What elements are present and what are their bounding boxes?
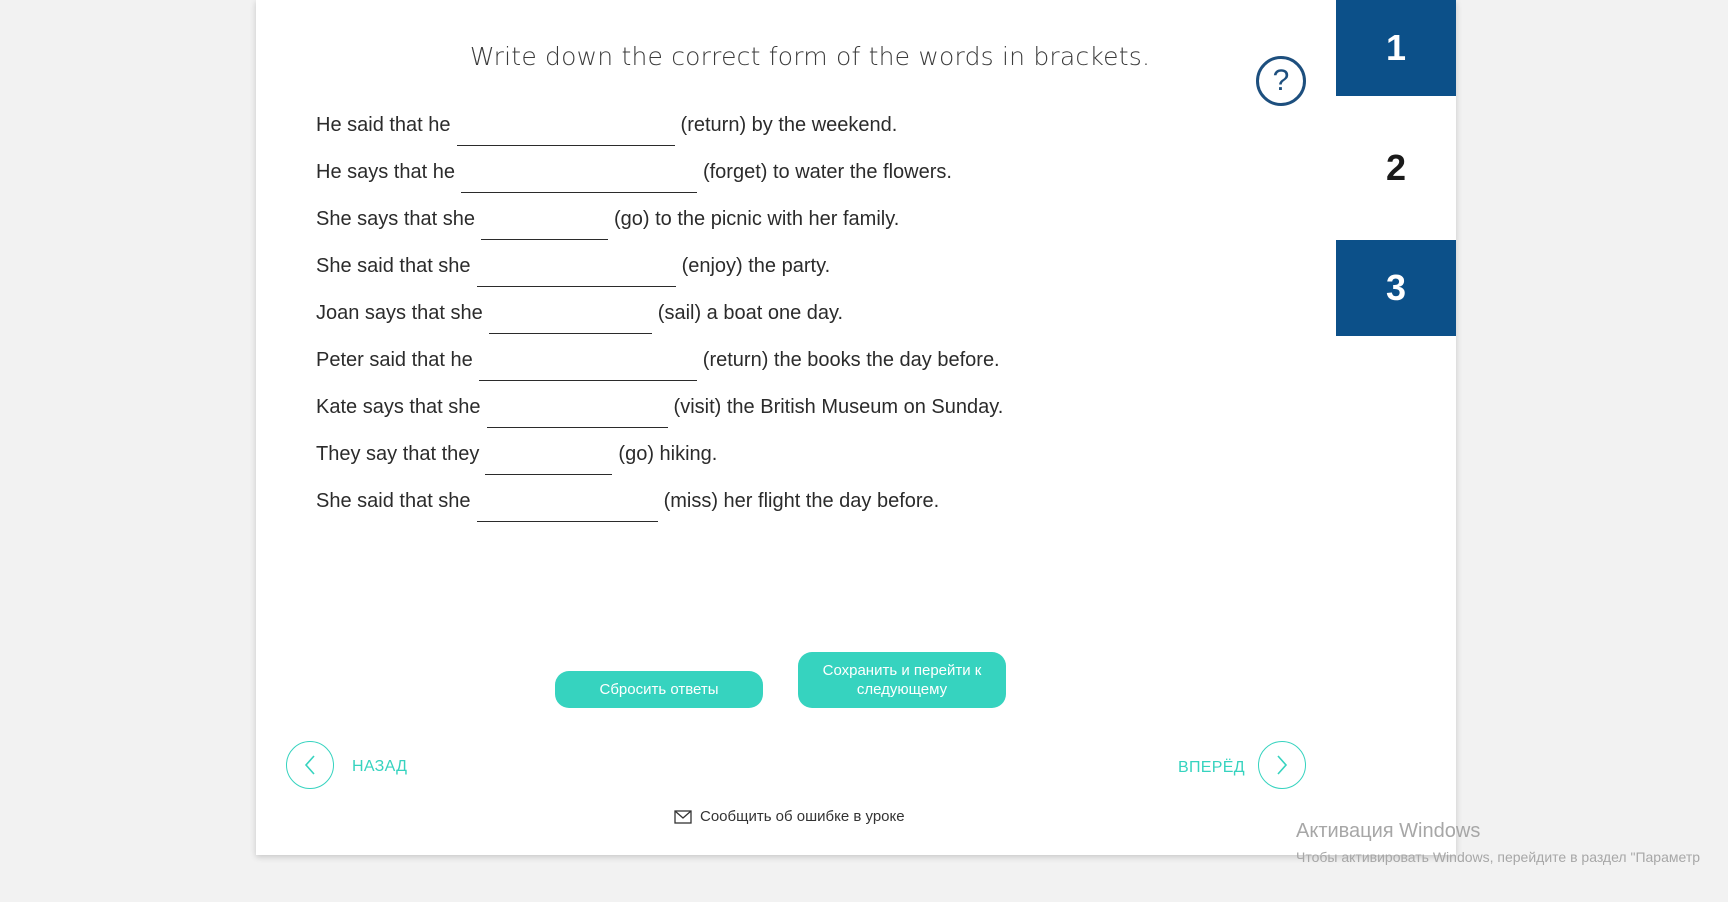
sentence-start: Peter said that he: [316, 349, 473, 371]
watermark-subtitle: Чтобы активировать Windows, перейдите в раздел "Параметр: [1296, 849, 1701, 865]
back-button[interactable]: [286, 741, 334, 789]
watermark-title: Активация Windows: [1296, 820, 1481, 842]
forward-button[interactable]: [1258, 741, 1306, 789]
reset-answers-button[interactable]: Сбросить ответы: [555, 671, 763, 708]
answer-input[interactable]: [457, 119, 675, 146]
sentence-start: He said that he: [316, 114, 451, 136]
back-link[interactable]: НАЗАД: [352, 758, 408, 775]
task-title: Write down the correct form of the words in brackets.: [469, 42, 1151, 71]
answer-input[interactable]: [479, 354, 697, 381]
answer-input[interactable]: [481, 213, 608, 240]
tab-2[interactable]: [1336, 120, 1456, 216]
save-and-next-button[interactable]: Сохранить и перейти к следующему: [798, 652, 1006, 708]
exercise-tabs: [1336, 0, 1456, 360]
sentence-row: [316, 251, 1003, 298]
answer-input[interactable]: [489, 307, 652, 334]
answer-input[interactable]: [461, 166, 697, 193]
tab-label: 2: [1385, 147, 1407, 188]
sentence-row: [316, 110, 1003, 157]
answer-input[interactable]: [477, 260, 676, 287]
sentence-end: (miss) her flight the day before.: [663, 490, 940, 512]
sentence-row: [316, 345, 1003, 392]
answer-input[interactable]: [485, 448, 612, 475]
sentence-end: (go) to the picnic with her family.: [613, 208, 900, 230]
chevron-left-icon: [303, 754, 317, 776]
question-circle-icon: ?: [1272, 64, 1290, 97]
sentence-end: (return) the books the day before.: [702, 349, 1000, 371]
forward-link[interactable]: ВПЕРЁД: [1178, 759, 1245, 776]
help-button[interactable]: [1256, 56, 1306, 106]
sentence-list: [316, 110, 1003, 533]
tab-1[interactable]: [1336, 0, 1456, 96]
sentence-start: She says that she: [316, 208, 475, 230]
sentence-start: She said that she: [316, 255, 471, 277]
chevron-right-icon: [1275, 754, 1289, 776]
sentence-end: (return) by the weekend.: [680, 114, 898, 136]
sentence-row: [316, 298, 1003, 345]
windows-activation-watermark: [1296, 820, 1700, 865]
tab-3[interactable]: [1336, 240, 1456, 336]
sentence-row: [316, 204, 1003, 251]
report-error-text: Сообщить об ошибке в уроке: [700, 808, 905, 825]
sentence-start: They say that they: [316, 443, 480, 465]
sentence-row: [316, 486, 1003, 533]
sentence-row: [316, 157, 1003, 204]
sentence-end: (sail) a boat one day.: [657, 302, 844, 324]
envelope-icon: [674, 810, 692, 824]
sentence-start: Joan says that she: [316, 302, 483, 324]
exercise-card: [256, 0, 1456, 855]
tab-label: 1: [1385, 27, 1407, 68]
sentence-row: [316, 392, 1003, 439]
sentence-end: (visit) the British Museum on Sunday.: [673, 396, 1004, 418]
sentence-start: Kate says that she: [316, 396, 481, 418]
sentence-end: (enjoy) the party.: [681, 255, 831, 277]
answer-input[interactable]: [477, 495, 658, 522]
answer-input[interactable]: [487, 401, 668, 428]
sentence-row: [316, 439, 1003, 486]
report-error-link[interactable]: [674, 808, 905, 825]
sentence-end: (go) hiking.: [618, 443, 718, 465]
sentence-end: (forget) to water the flowers.: [702, 161, 952, 183]
tab-label: 3: [1385, 267, 1407, 308]
sentence-start: He says that he: [316, 161, 455, 183]
sentence-start: She said that she: [316, 490, 471, 512]
